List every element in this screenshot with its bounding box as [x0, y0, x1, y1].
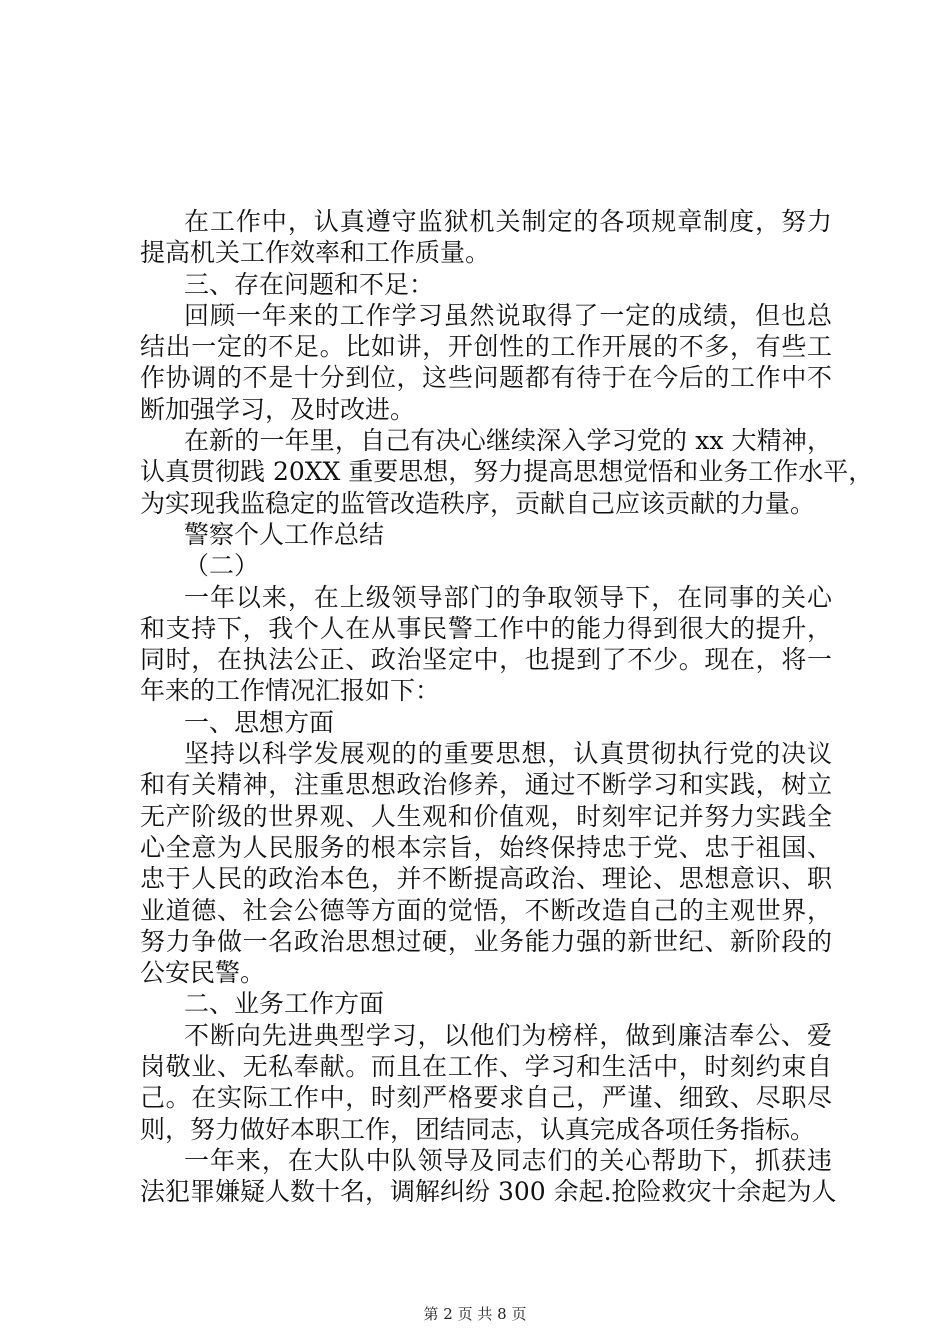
text-line: 一年来，在大队中队领导及同志们的关心帮助下，抓获违	[184, 1145, 832, 1175]
text-line: 则，努力做好本职工作，团结同志，认真完成各项任务指标。	[140, 1114, 816, 1144]
text-line: 认真贯彻践 20XX 重要思想，努力提高思想觉悟和业务工作水平，	[140, 457, 874, 487]
text-line: 结出一定的不足。比如讲，开创性的工作开展的不多，有些工	[140, 332, 832, 362]
text-line: （二）	[184, 551, 260, 581]
text-line: 岗敬业、无私奉献。而且在工作、学习和生活中，时刻约束自	[140, 1052, 832, 1082]
text-line: 三、存在问题和不足：	[184, 269, 435, 299]
text-line: 公安民警。	[140, 958, 266, 988]
text-line: 努力争做一名政治思想过硬，业务能力强的新世纪、新阶段的	[140, 926, 832, 956]
text-line: 不断向先进典型学习，以他们为榜样，做到廉洁奉公、爱	[184, 1020, 832, 1050]
text-line: 法犯罪嫌疑人数十名，调解纠纷 300 余起.抢险救灾十余起为人	[140, 1177, 837, 1207]
text-line: 断加强学习，及时改进。	[140, 394, 416, 424]
text-line: 一年以来，在上级领导部门的争取领导下，在同事的关心	[184, 582, 832, 612]
text-line: 作协调的不是十分到位，这些问题都有待于在今后的工作中不	[140, 363, 832, 393]
text-line: 和有关精神，注重思想政治修养，通过不断学习和实践，树立	[140, 770, 832, 800]
text-line: 在新的一年里，自己有决心继续深入学习党的 xx 大精神，	[184, 426, 832, 456]
text-line: 己。在实际工作中，时刻严格要求自己，严谨、细致、尽职尽	[140, 1083, 832, 1113]
text-line: 提高机关工作效率和工作质量。	[140, 238, 491, 268]
text-line: 同时，在执法公正、政治坚定中，也提到了不少。现在，将一	[140, 645, 832, 675]
text-line: 二、业务工作方面	[184, 989, 385, 1019]
text-line: 在工作中，认真遵守监狱机关制定的各项规章制度，努力	[184, 207, 832, 236]
text-line: 警察个人工作总结	[184, 519, 385, 549]
text-line: 一、思想方面	[184, 707, 335, 737]
text-line: 无产阶级的世界观、人生观和价值观，时刻牢记并努力实践全	[140, 801, 832, 831]
text-line: 心全意为人民服务的根本宗旨，始终保持忠于党、忠于祖国、	[140, 832, 832, 862]
text-line: 忠于人民的政治本色，并不断提高政治、理论、思想意识、职	[140, 864, 832, 894]
text-line: 和支持下，我个人在从事民警工作中的能力得到很大的提升，	[140, 613, 832, 643]
text-line: 年来的工作情况汇报如下：	[140, 676, 441, 706]
text-line: 坚持以科学发展观的的重要思想，认真贯彻执行党的决议	[184, 739, 832, 769]
text-line: 为实现我监稳定的监管改造秩序，贡献自己应该贡献的力量。	[140, 488, 816, 518]
page-footer: 第 2 页 共 8 页	[423, 1305, 527, 1323]
text-line: 业道德、社会公德等方面的觉悟，不断改造自己的主观世界，	[140, 895, 832, 925]
text-line: 回顾一年来的工作学习虽然说取得了一定的成绩，但也总	[184, 300, 832, 330]
document-body	[140, 206, 874, 1208]
